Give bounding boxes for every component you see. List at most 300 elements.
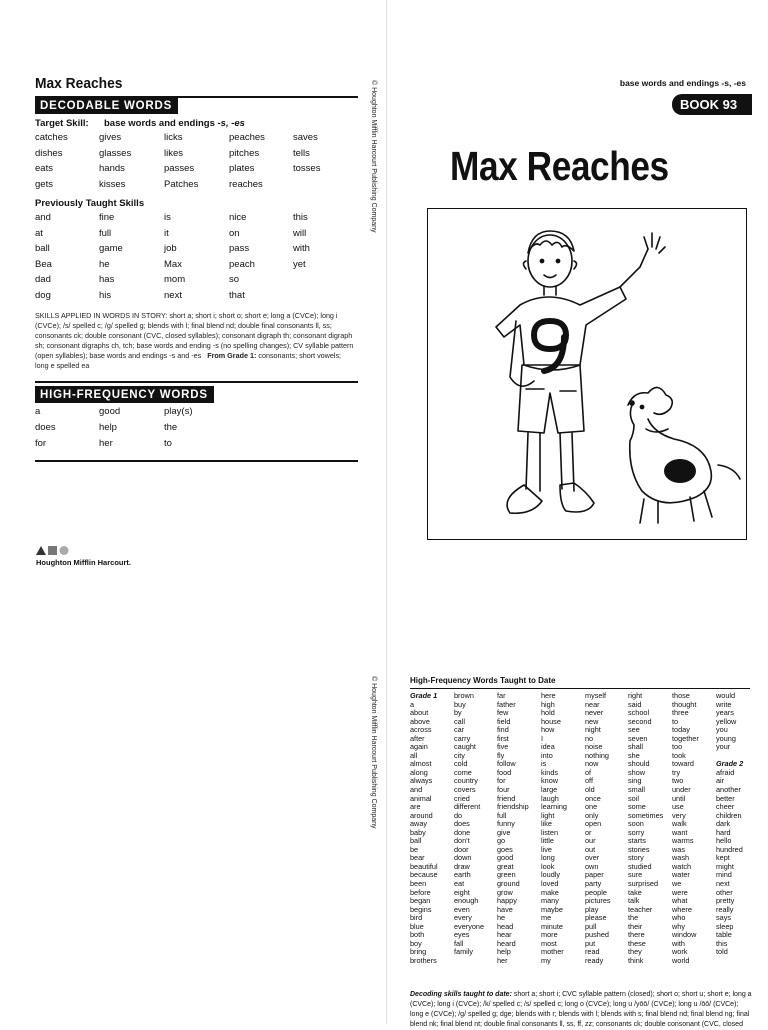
hf-word: caught	[454, 742, 476, 752]
hf-word: do	[454, 810, 463, 820]
target-words-grid	[35, 132, 353, 194]
target-word: eats	[35, 163, 53, 174]
hf-word: head	[497, 921, 514, 931]
hf-word: mind	[716, 870, 732, 880]
hf-word: years	[716, 708, 734, 718]
previous-skills-label: Previously Taught Skills	[35, 198, 145, 209]
hf-word: cried	[454, 793, 470, 803]
high-frequency-word: for	[35, 438, 47, 449]
hf-word: or	[585, 827, 592, 837]
high-frequency-word: to	[164, 438, 172, 449]
hf-word: grow	[497, 887, 513, 897]
target-word: saves	[293, 132, 318, 143]
hf-word: once	[585, 793, 601, 803]
hf-word: want	[672, 827, 688, 837]
hf-word: noise	[585, 742, 603, 752]
publisher-name: Houghton Mifflin Harcourt.	[36, 558, 131, 567]
hf-word: he	[497, 913, 506, 923]
hf-word: her	[497, 955, 508, 965]
hf-word: brown	[454, 691, 474, 700]
publisher-logo-icon	[36, 545, 72, 556]
hf-word: cheer	[716, 802, 735, 812]
hf-word: away	[410, 819, 428, 829]
target-word	[293, 179, 353, 195]
hf-word: take	[628, 887, 642, 897]
hf-word: are	[410, 802, 421, 812]
hf-word: even	[454, 904, 470, 914]
high-frequency-word: a	[35, 406, 41, 417]
hf-word: here	[541, 691, 556, 700]
hf-word: country	[454, 776, 478, 786]
hf-word: sing	[628, 776, 642, 786]
hf-word: minute	[541, 921, 563, 931]
hf-word: animal	[410, 793, 432, 803]
hf-word: before	[410, 887, 431, 897]
target-word: pitches	[229, 147, 260, 159]
hf-word: boy	[410, 938, 422, 948]
hf-word: afraid	[716, 767, 735, 777]
hf-word: young	[716, 733, 736, 743]
hf-word: food	[497, 767, 512, 777]
target-word: Patches	[164, 178, 199, 190]
hf-word: world	[672, 955, 690, 965]
previous-word: and	[35, 212, 51, 223]
hf-word: across	[410, 725, 432, 735]
hf-word: great	[497, 861, 514, 871]
hf-word: ready	[585, 955, 604, 965]
hf-word: is	[541, 759, 547, 769]
hf-word: goes	[497, 844, 513, 854]
hf-word: you	[716, 725, 728, 735]
high-frequency-words-header: HIGH-FREQUENCY WORDS	[35, 386, 214, 403]
hf-column-4	[541, 692, 567, 966]
hf-word: surprised	[628, 879, 659, 889]
hf-word: really	[716, 904, 734, 914]
hf-word: eight	[454, 887, 470, 897]
hf-word: very	[672, 810, 686, 820]
hf-word: car	[454, 725, 465, 735]
left-title: Max Reaches	[35, 75, 123, 92]
hf-word: wash	[672, 853, 690, 863]
hf-word: write	[716, 699, 732, 709]
target-word: kisses	[99, 178, 126, 190]
hf-to-date-title: High-Frequency Words Taught to Date	[410, 676, 556, 685]
hf-word: hold	[541, 708, 555, 718]
hf-word: loved	[541, 879, 559, 889]
hf-word: better	[716, 793, 735, 803]
decodable-words-header: DECODABLE WORDS	[35, 97, 178, 114]
hf-word: fall	[454, 938, 464, 948]
high-frequency-word: good	[99, 406, 121, 417]
hf-word: call	[454, 716, 465, 726]
hf-word: soil	[628, 793, 639, 803]
hf-word: know	[541, 776, 559, 786]
hf-word: around	[410, 810, 433, 820]
target-word: likes	[164, 147, 184, 159]
hf-word: heard	[497, 938, 516, 948]
target-word: peaches	[229, 132, 265, 143]
hf-word: green	[497, 870, 516, 880]
hf-word: like	[541, 819, 552, 829]
high-frequency-words-grid	[35, 406, 229, 454]
hf-word: pushed	[585, 930, 609, 940]
target-skill-value: base words and endings -s, -es	[104, 118, 245, 129]
hf-word: warms	[672, 836, 694, 846]
hf-word: night	[585, 725, 601, 735]
hf-word: buy	[454, 699, 466, 709]
hf-word: why	[672, 921, 685, 931]
hf-word: play	[585, 904, 599, 914]
hf-column-6	[628, 692, 663, 966]
hf-word: and	[410, 785, 423, 795]
hf-word: shall	[628, 742, 644, 752]
target-word: passes	[164, 163, 195, 174]
hf-word: full	[497, 810, 507, 820]
hf-word: for	[497, 776, 506, 786]
hf-word: over	[585, 853, 600, 863]
hf-word: give	[497, 827, 511, 837]
hf-word: laugh	[541, 793, 559, 803]
hf-word: paper	[585, 870, 604, 880]
hf-word: studied	[628, 861, 652, 871]
hf-word: pull	[585, 921, 597, 931]
hf-word: I	[541, 733, 544, 743]
boy-and-dog-illustration-icon	[428, 209, 746, 539]
page-fold-line	[386, 0, 387, 1024]
hf-word: come	[454, 767, 472, 777]
hf-word: always	[410, 776, 433, 786]
hf-word: almost	[410, 759, 432, 769]
hf-word: listen	[541, 827, 559, 837]
hf-word: where	[672, 904, 692, 914]
previous-word: peach	[229, 258, 255, 270]
hf-word: beautiful	[410, 861, 438, 871]
decoding-skills-note: Decoding skills taught to date: short a; short i; CVC syllable pattern (closed); short o; short u; short e; long a (CVCe); long i (CVCe); /k/ spelled c; /s/ spelled c; long o (CVCe); long u /yōō/ (CVCe); long u /ōō/ (CVCe); long e (CVCe); /g/ spelled g; dge; blends with r; blends with l; blends with s; final blend nd; final blend ng; final blend nk; final blend nt; double final consonants ll, ss, ff, zz; consonants ck; double consonant (CVC, closed	[410, 991, 752, 1028]
hf-word: party	[585, 879, 602, 889]
hf-word: friendship	[497, 802, 529, 812]
hf-word: new	[585, 716, 599, 726]
previous-word: his	[99, 289, 112, 301]
hf-word: light	[541, 810, 555, 820]
hf-word: to	[672, 716, 679, 726]
hf-word: what	[672, 896, 688, 906]
previous-word	[293, 290, 353, 306]
hf-word: begins	[410, 904, 432, 914]
hf-word: find	[497, 725, 509, 735]
hf-word: every	[454, 913, 472, 923]
previous-word: yet	[293, 258, 306, 270]
cover-illustration	[427, 208, 747, 540]
hf-word: the	[628, 913, 639, 923]
hf-word: by	[454, 708, 462, 718]
hf-column-8	[716, 692, 743, 957]
hf-word: ball	[410, 836, 422, 846]
hf-word: covers	[454, 785, 476, 795]
hf-word: no	[585, 733, 594, 743]
hf-word: never	[585, 708, 604, 718]
previous-word: next	[164, 289, 182, 301]
hf-word: our	[585, 836, 596, 846]
hf-word: funny	[497, 819, 515, 829]
hf-word: please	[585, 913, 607, 923]
hf-word: pretty	[716, 896, 735, 906]
hf-word: yellow	[716, 716, 737, 726]
hf-word: near	[585, 699, 600, 709]
hf-word: about	[410, 708, 429, 718]
hf-word: because	[410, 870, 438, 880]
hf-word: ground	[497, 879, 520, 889]
target-word: gets	[35, 178, 53, 190]
previous-word: it	[164, 227, 169, 239]
hf-column-3	[497, 692, 529, 966]
hf-word: family	[454, 947, 474, 957]
grade-heading: Grade 1	[410, 691, 438, 700]
previous-word: that	[229, 289, 245, 301]
previous-word: fine	[99, 212, 115, 223]
hf-word: few	[497, 708, 509, 718]
previous-word: full	[99, 227, 112, 239]
hf-word: house	[541, 716, 561, 726]
hf-word: door	[454, 844, 469, 854]
hf-word: too	[672, 742, 683, 752]
previous-word: dog	[35, 289, 51, 301]
hf-word: all	[410, 750, 418, 760]
hf-word: we	[672, 879, 682, 889]
hf-word: different	[454, 802, 481, 812]
hf-word: baby	[410, 827, 426, 837]
hf-word: done	[454, 827, 471, 837]
hf-word: work	[672, 947, 688, 957]
hf-word: more	[541, 930, 558, 940]
hf-word: talk	[628, 896, 640, 906]
hf-word: hello	[716, 836, 732, 846]
hf-word: until	[672, 793, 686, 803]
divider	[410, 688, 750, 689]
hf-word: father	[497, 699, 516, 709]
hf-word: own	[585, 861, 599, 871]
hf-word: out	[585, 844, 596, 854]
hf-word: put	[585, 938, 596, 948]
hf-word: sure	[628, 870, 643, 880]
hf-word: dark	[716, 819, 731, 829]
hf-word: pictures	[585, 896, 611, 906]
hf-word: loudly	[541, 870, 561, 880]
hf-word: carry	[454, 733, 471, 743]
previous-word: at	[35, 227, 43, 239]
hf-word: down	[454, 853, 472, 863]
hf-word: five	[497, 742, 509, 752]
hf-word: sleep	[716, 921, 734, 931]
hf-word: those	[672, 691, 690, 700]
hf-word: use	[672, 802, 684, 812]
target-word: tells	[293, 147, 310, 159]
hf-word: one	[585, 802, 598, 812]
hf-word: help	[497, 947, 511, 957]
hf-word: might	[716, 861, 734, 871]
hf-word: far	[497, 691, 506, 700]
hf-word: these	[628, 938, 646, 948]
hf-word: city	[454, 750, 465, 760]
hf-word: eyes	[454, 930, 470, 940]
hf-word: now	[585, 759, 599, 769]
skills-applied-text: SKILLS APPLIED IN WORDS IN STORY: short a; short i; short o; short e; long a (CVCe); long i (CVCe); /s/ spelled c; /g/ spelled g; blends with l; final blend nd; double final consonants ll, ss; consonants ck; double consonant (CVC, closed syllables); consonant digraph th; consonant digraph sh; consonant digraphs ch, tch; base words and ending -s (no spelling changes); CV syllable pattern (open syllables); base words and endings -s and -es From Grade 1: consonants; short vowels; long e spelled ea	[35, 311, 354, 370]
hf-word: draw	[454, 861, 470, 871]
previous-word: Bea	[35, 258, 52, 270]
hf-word: open	[585, 819, 602, 829]
copyright-top: © Houghton Mifflin Harcourt Publishing Company	[370, 80, 377, 233]
target-word: plates	[229, 163, 255, 174]
hf-word: their	[628, 921, 643, 931]
hf-word: with	[672, 938, 685, 948]
hf-word: try	[672, 767, 681, 777]
previous-word: has	[99, 274, 115, 285]
hf-word: children	[716, 810, 742, 820]
hf-word: began	[410, 896, 431, 906]
hf-word: other	[716, 887, 733, 897]
target-word: glasses	[99, 147, 132, 159]
hf-word: first	[497, 733, 509, 743]
hf-word: kept	[716, 853, 730, 863]
hf-word: been	[410, 879, 427, 889]
previous-word: with	[293, 243, 310, 254]
hf-word: be	[410, 844, 419, 854]
hf-word: another	[716, 785, 741, 795]
hf-word: after	[410, 733, 425, 743]
hf-word: everyone	[454, 921, 485, 931]
previous-word: this	[293, 212, 308, 223]
hf-word: should	[628, 759, 650, 769]
previous-words-grid	[35, 212, 353, 305]
hf-word: right	[628, 691, 643, 700]
hf-word: school	[628, 708, 650, 718]
copyright-bottom: © Houghton Mifflin Harcourt Publishing Company	[370, 676, 377, 829]
hf-word: good	[497, 853, 514, 863]
hf-word: blue	[410, 921, 424, 931]
hf-word: kinds	[541, 767, 559, 777]
hf-word: learning	[541, 802, 567, 812]
hf-word: friend	[497, 793, 516, 803]
hf-column-2	[454, 692, 484, 957]
hf-word: maybe	[541, 904, 563, 914]
book-number-tag: BOOK 93	[672, 94, 752, 115]
hf-word: walk	[672, 819, 687, 829]
hf-word: field	[497, 716, 511, 726]
target-word: gives	[99, 132, 122, 143]
high-frequency-word: does	[35, 422, 56, 433]
hf-word: thought	[672, 699, 697, 709]
hf-word: stories	[628, 844, 650, 854]
hf-word: happy	[497, 896, 517, 906]
hf-word: this	[716, 938, 728, 948]
hf-word: who	[672, 913, 686, 923]
hf-word: above	[410, 716, 430, 726]
target-skill-label: Target Skill:	[35, 118, 89, 129]
hf-word: bear	[410, 853, 425, 863]
hf-word: story	[628, 853, 644, 863]
hf-word: make	[541, 887, 559, 897]
previous-word: game	[99, 243, 123, 254]
previous-word	[293, 274, 353, 290]
hf-word: enough	[454, 896, 479, 906]
hf-word: large	[541, 785, 558, 795]
hf-word: does	[454, 819, 470, 829]
previous-word: dad	[35, 274, 51, 285]
hf-word: live	[541, 844, 552, 854]
hf-word: earth	[454, 870, 471, 880]
high-frequency-word: help	[99, 422, 117, 433]
hf-word: sorry	[628, 827, 645, 837]
hf-word: look	[541, 861, 555, 871]
hf-word: many	[541, 896, 559, 906]
hf-word: into	[541, 750, 553, 760]
hf-word: only	[585, 810, 599, 820]
hf-word: toward	[672, 759, 694, 769]
hf-word: most	[541, 938, 557, 948]
previous-word: nice	[229, 212, 247, 223]
hf-word: bring	[410, 947, 427, 957]
target-word: tosses	[293, 163, 321, 174]
hf-word: show	[628, 767, 646, 777]
hf-word: two	[672, 776, 684, 786]
previous-word: so	[229, 274, 240, 285]
hf-word: next	[716, 879, 730, 889]
previous-word: pass	[229, 243, 250, 254]
hf-word: cold	[454, 759, 468, 769]
hf-word: a	[410, 699, 415, 709]
hf-word: was	[672, 844, 685, 854]
previous-word: he	[99, 258, 110, 270]
previous-word: ball	[35, 243, 50, 254]
hf-word: think	[628, 955, 644, 965]
hf-word: have	[497, 904, 513, 914]
hf-word: table	[716, 930, 732, 940]
cover-title: Max Reaches	[450, 143, 669, 189]
hf-word: again	[410, 742, 428, 752]
hf-word: both	[410, 930, 425, 940]
target-word: dishes	[35, 147, 63, 159]
previous-word: Max	[164, 258, 182, 270]
previous-word: on	[229, 227, 240, 239]
previous-word: mom	[164, 274, 186, 285]
hf-word: myself	[585, 691, 607, 700]
previous-word: will	[293, 227, 307, 239]
high-frequency-word: play(s)	[164, 406, 193, 417]
hf-word: watch	[672, 861, 692, 871]
high-frequency-word: the	[164, 422, 178, 433]
divider	[35, 381, 358, 383]
hf-word: says	[716, 913, 732, 923]
previous-word: job	[164, 243, 177, 254]
divider	[35, 460, 358, 462]
hf-word: follow	[497, 759, 516, 769]
hf-word: four	[497, 785, 510, 795]
hf-word: air	[716, 776, 725, 786]
hf-word: under	[672, 785, 691, 795]
hf-word: told	[716, 947, 728, 957]
hf-word: sometimes	[628, 810, 664, 820]
hf-word: brothers	[410, 955, 437, 965]
hf-word: soon	[628, 819, 644, 829]
hf-word: water	[672, 870, 690, 880]
hf-word: people	[585, 887, 607, 897]
hf-word: fly	[497, 750, 505, 760]
hf-word: old	[585, 785, 595, 795]
hf-word: your	[716, 742, 731, 752]
hf-word: they	[628, 947, 642, 957]
hf-word: idea	[541, 742, 555, 752]
hf-word: took	[672, 750, 686, 760]
hf-column-7	[672, 692, 699, 966]
